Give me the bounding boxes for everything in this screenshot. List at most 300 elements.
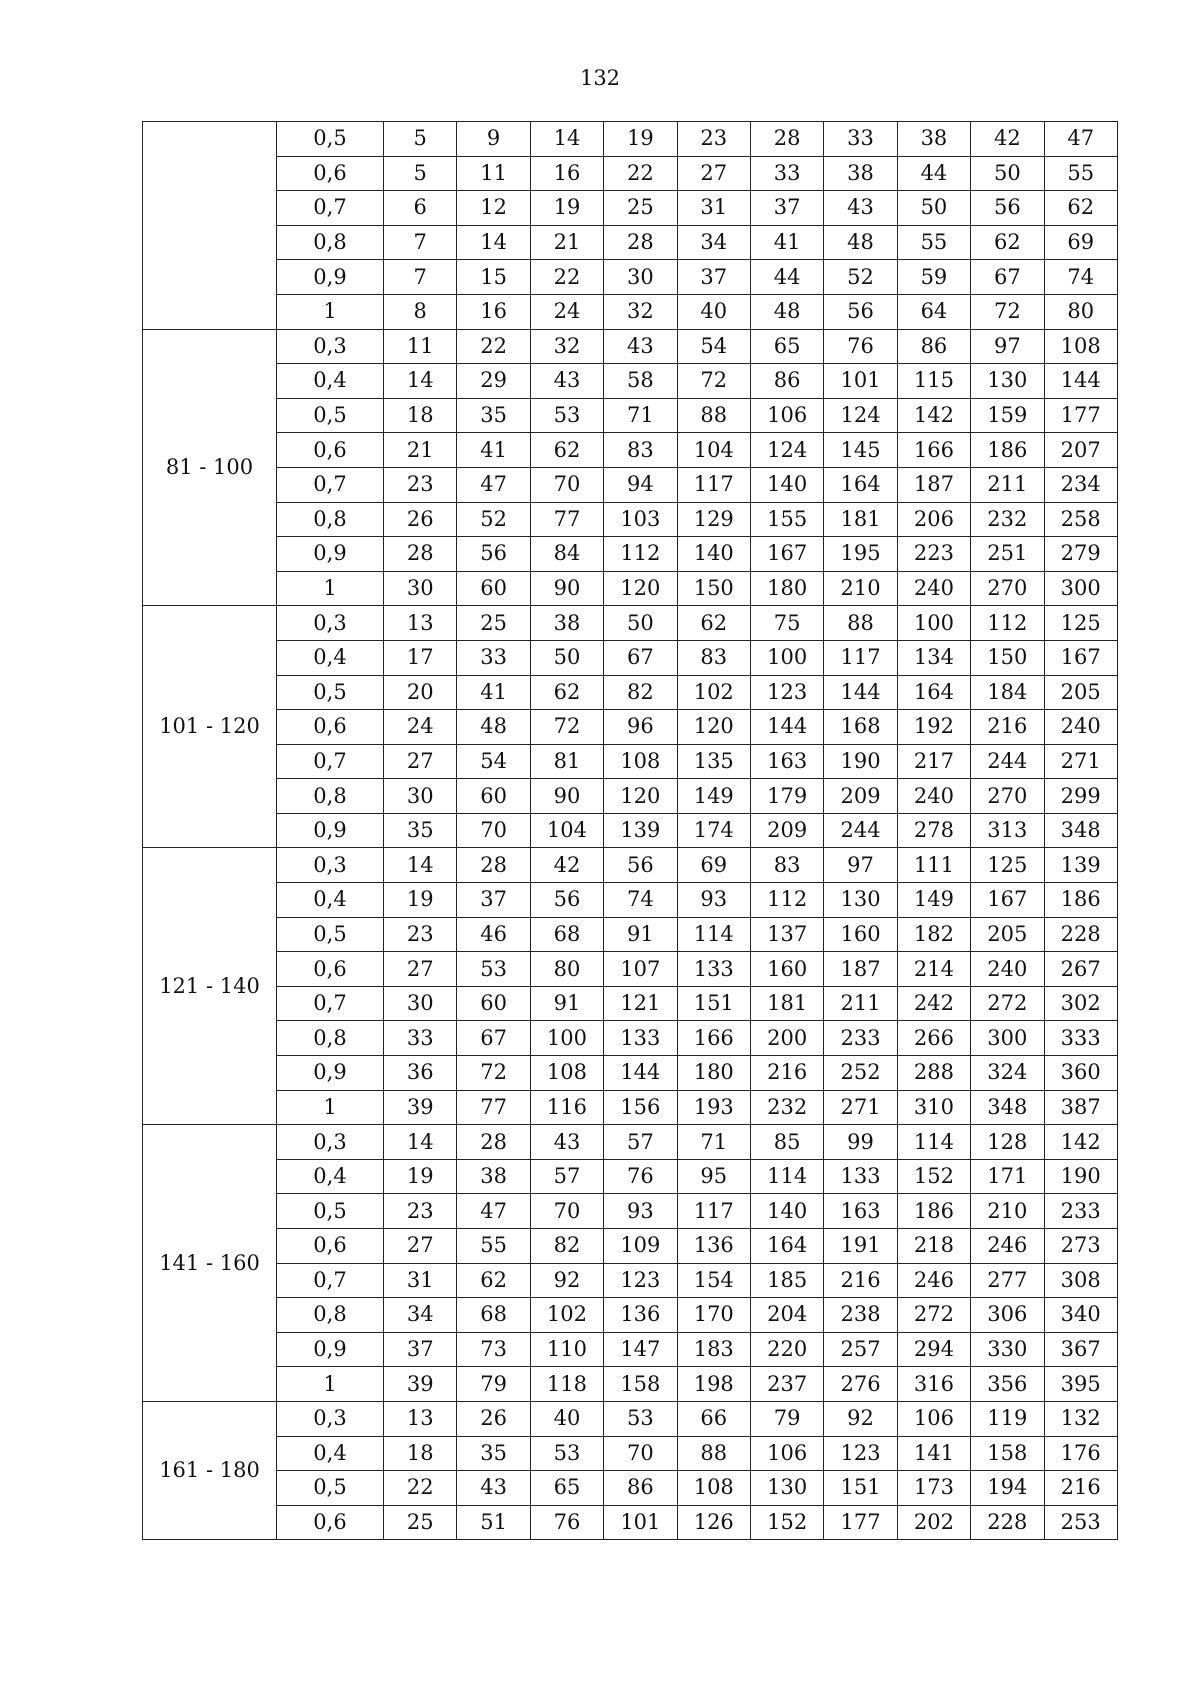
value-cell: 70	[604, 1436, 677, 1471]
value-cell: 135	[677, 744, 750, 779]
value-cell: 52	[824, 260, 897, 295]
value-cell: 140	[750, 1194, 823, 1229]
value-cell: 181	[750, 986, 823, 1021]
value-cell: 27	[384, 952, 457, 987]
value-cell: 31	[384, 1263, 457, 1298]
coefficient-cell: 0,5	[277, 1194, 384, 1229]
table-row	[143, 1332, 1118, 1367]
value-cell: 159	[971, 398, 1044, 433]
value-cell: 22	[384, 1471, 457, 1506]
group-range-cell	[143, 122, 277, 330]
value-cell: 56	[824, 294, 897, 329]
value-cell: 218	[897, 1229, 970, 1264]
value-cell: 39	[384, 1090, 457, 1125]
value-cell: 40	[677, 294, 750, 329]
value-cell: 167	[1044, 640, 1117, 675]
table-row	[143, 1367, 1118, 1402]
coefficient-cell: 0,5	[277, 1471, 384, 1506]
value-cell: 120	[604, 779, 677, 814]
value-cell: 62	[677, 606, 750, 641]
value-cell: 65	[530, 1471, 603, 1506]
value-cell: 77	[457, 1090, 530, 1125]
table-row	[143, 1263, 1118, 1298]
value-cell: 53	[530, 1436, 603, 1471]
value-cell: 129	[677, 502, 750, 537]
value-cell: 177	[824, 1505, 897, 1540]
value-cell: 29	[457, 364, 530, 399]
table-row	[143, 952, 1118, 987]
value-cell: 76	[530, 1505, 603, 1540]
value-cell: 26	[457, 1401, 530, 1436]
value-cell: 116	[530, 1090, 603, 1125]
value-cell: 100	[750, 640, 823, 675]
value-cell: 340	[1044, 1298, 1117, 1333]
value-cell: 223	[897, 537, 970, 572]
value-cell: 102	[677, 675, 750, 710]
value-cell: 216	[750, 1056, 823, 1091]
table-body	[143, 122, 1118, 1540]
value-cell: 67	[971, 260, 1044, 295]
value-cell: 216	[824, 1263, 897, 1298]
value-cell: 22	[530, 260, 603, 295]
coefficient-cell: 0,9	[277, 813, 384, 848]
value-cell: 80	[1044, 294, 1117, 329]
value-cell: 211	[824, 986, 897, 1021]
value-cell: 244	[971, 744, 1044, 779]
coefficient-cell: 0,9	[277, 537, 384, 572]
value-cell: 5	[384, 156, 457, 191]
table-row	[143, 1298, 1118, 1333]
table-row	[143, 260, 1118, 295]
value-cell: 83	[677, 640, 750, 675]
coefficient-cell: 0,3	[277, 1401, 384, 1436]
value-cell: 26	[384, 502, 457, 537]
value-cell: 9	[457, 122, 530, 157]
value-cell: 28	[384, 537, 457, 572]
value-cell: 360	[1044, 1056, 1117, 1091]
coefficient-cell: 0,6	[277, 433, 384, 468]
coefficient-cell: 0,5	[277, 398, 384, 433]
value-cell: 23	[384, 1194, 457, 1229]
value-cell: 106	[750, 1436, 823, 1471]
value-cell: 348	[971, 1090, 1044, 1125]
value-cell: 50	[604, 606, 677, 641]
value-cell: 50	[897, 191, 970, 226]
value-cell: 207	[1044, 433, 1117, 468]
value-cell: 58	[604, 364, 677, 399]
value-cell: 82	[530, 1229, 603, 1264]
table-row	[143, 883, 1118, 918]
value-cell: 25	[457, 606, 530, 641]
value-cell: 88	[677, 1436, 750, 1471]
table-row	[143, 537, 1118, 572]
value-cell: 72	[971, 294, 1044, 329]
value-cell: 62	[457, 1263, 530, 1298]
value-cell: 11	[457, 156, 530, 191]
value-cell: 125	[971, 848, 1044, 883]
value-cell: 33	[824, 122, 897, 157]
value-cell: 173	[897, 1471, 970, 1506]
value-cell: 82	[604, 675, 677, 710]
value-cell: 107	[604, 952, 677, 987]
value-cell: 166	[677, 1021, 750, 1056]
value-cell: 302	[1044, 986, 1117, 1021]
value-cell: 104	[530, 813, 603, 848]
table-row	[143, 294, 1118, 329]
value-cell: 150	[971, 640, 1044, 675]
value-cell: 271	[1044, 744, 1117, 779]
value-cell: 158	[604, 1367, 677, 1402]
coefficient-cell: 0,7	[277, 191, 384, 226]
value-cell: 270	[971, 779, 1044, 814]
value-cell: 90	[530, 571, 603, 606]
value-cell: 237	[750, 1367, 823, 1402]
value-cell: 160	[824, 917, 897, 952]
value-cell: 123	[824, 1436, 897, 1471]
value-cell: 14	[384, 848, 457, 883]
coefficient-cell: 1	[277, 1367, 384, 1402]
value-cell: 51	[457, 1505, 530, 1540]
value-cell: 167	[971, 883, 1044, 918]
value-cell: 210	[824, 571, 897, 606]
value-cell: 23	[677, 122, 750, 157]
value-cell: 134	[897, 640, 970, 675]
table-row	[143, 1125, 1118, 1160]
group-range-cell: 121 - 140	[143, 848, 277, 1125]
value-cell: 246	[971, 1229, 1044, 1264]
value-cell: 27	[677, 156, 750, 191]
table-row	[143, 710, 1118, 745]
value-cell: 149	[677, 779, 750, 814]
value-cell: 330	[971, 1332, 1044, 1367]
coefficient-cell: 0,3	[277, 606, 384, 641]
value-cell: 144	[1044, 364, 1117, 399]
table-row	[143, 1021, 1118, 1056]
value-cell: 96	[604, 710, 677, 745]
value-cell: 111	[897, 848, 970, 883]
value-cell: 33	[750, 156, 823, 191]
value-cell: 114	[897, 1125, 970, 1160]
value-cell: 271	[824, 1090, 897, 1125]
coefficient-cell: 0,9	[277, 1332, 384, 1367]
value-cell: 21	[530, 225, 603, 260]
value-cell: 124	[824, 398, 897, 433]
value-cell: 184	[971, 675, 1044, 710]
value-cell: 41	[457, 433, 530, 468]
value-cell: 313	[971, 813, 1044, 848]
value-cell: 144	[824, 675, 897, 710]
table-row	[143, 433, 1118, 468]
coefficient-cell: 0,3	[277, 329, 384, 364]
value-cell: 288	[897, 1056, 970, 1091]
value-cell: 128	[971, 1125, 1044, 1160]
value-cell: 47	[457, 467, 530, 502]
value-cell: 155	[750, 502, 823, 537]
value-cell: 132	[1044, 1401, 1117, 1436]
value-cell: 180	[750, 571, 823, 606]
value-cell: 251	[971, 537, 1044, 572]
value-cell: 316	[897, 1367, 970, 1402]
table-row	[143, 986, 1118, 1021]
value-cell: 60	[457, 571, 530, 606]
value-cell: 41	[457, 675, 530, 710]
value-cell: 16	[530, 156, 603, 191]
value-cell: 80	[530, 952, 603, 987]
value-cell: 6	[384, 191, 457, 226]
value-cell: 76	[604, 1159, 677, 1194]
table-row	[143, 848, 1118, 883]
value-cell: 209	[824, 779, 897, 814]
value-cell: 180	[677, 1056, 750, 1091]
value-cell: 60	[457, 986, 530, 1021]
value-cell: 65	[750, 329, 823, 364]
value-cell: 69	[677, 848, 750, 883]
value-cell: 19	[604, 122, 677, 157]
value-cell: 48	[457, 710, 530, 745]
value-cell: 18	[384, 1436, 457, 1471]
table-row	[143, 1159, 1118, 1194]
value-cell: 202	[897, 1505, 970, 1540]
value-cell: 37	[750, 191, 823, 226]
value-cell: 119	[971, 1401, 1044, 1436]
coefficient-cell: 0,9	[277, 260, 384, 295]
value-cell: 348	[1044, 813, 1117, 848]
value-cell: 121	[604, 986, 677, 1021]
value-cell: 22	[604, 156, 677, 191]
value-cell: 130	[750, 1471, 823, 1506]
value-cell: 19	[384, 1159, 457, 1194]
value-cell: 56	[530, 883, 603, 918]
value-cell: 40	[530, 1401, 603, 1436]
value-cell: 36	[384, 1056, 457, 1091]
coefficient-cell: 0,9	[277, 1056, 384, 1091]
value-cell: 56	[457, 537, 530, 572]
table-row	[143, 917, 1118, 952]
value-cell: 14	[530, 122, 603, 157]
value-cell: 120	[677, 710, 750, 745]
value-cell: 27	[384, 744, 457, 779]
value-cell: 55	[897, 225, 970, 260]
value-cell: 8	[384, 294, 457, 329]
table-row	[143, 744, 1118, 779]
value-cell: 42	[971, 122, 1044, 157]
value-cell: 144	[604, 1056, 677, 1091]
value-cell: 18	[384, 398, 457, 433]
value-cell: 74	[604, 883, 677, 918]
coefficient-cell: 1	[277, 571, 384, 606]
value-cell: 100	[897, 606, 970, 641]
value-cell: 15	[457, 260, 530, 295]
value-cell: 190	[1044, 1159, 1117, 1194]
value-cell: 57	[604, 1125, 677, 1160]
value-cell: 86	[750, 364, 823, 399]
value-cell: 193	[677, 1090, 750, 1125]
table-row	[143, 640, 1118, 675]
value-cell: 109	[604, 1229, 677, 1264]
value-cell: 120	[604, 571, 677, 606]
value-cell: 83	[604, 433, 677, 468]
coefficient-cell: 0,7	[277, 986, 384, 1021]
value-cell: 310	[897, 1090, 970, 1125]
value-cell: 126	[677, 1505, 750, 1540]
table-row	[143, 571, 1118, 606]
value-cell: 81	[530, 744, 603, 779]
value-cell: 356	[971, 1367, 1044, 1402]
value-cell: 133	[677, 952, 750, 987]
value-cell: 278	[897, 813, 970, 848]
value-cell: 240	[971, 952, 1044, 987]
value-cell: 43	[530, 364, 603, 399]
value-cell: 258	[1044, 502, 1117, 537]
value-cell: 25	[384, 1505, 457, 1540]
value-cell: 171	[971, 1159, 1044, 1194]
value-cell: 206	[897, 502, 970, 537]
value-cell: 97	[824, 848, 897, 883]
value-cell: 47	[1044, 122, 1117, 157]
value-cell: 147	[604, 1332, 677, 1367]
value-cell: 158	[971, 1436, 1044, 1471]
value-cell: 186	[971, 433, 1044, 468]
value-cell: 99	[824, 1125, 897, 1160]
value-cell: 211	[971, 467, 1044, 502]
value-cell: 68	[457, 1298, 530, 1333]
value-cell: 130	[971, 364, 1044, 399]
value-cell: 233	[824, 1021, 897, 1056]
value-cell: 228	[971, 1505, 1044, 1540]
page-number: 132	[579, 66, 621, 90]
value-cell: 34	[677, 225, 750, 260]
value-cell: 112	[971, 606, 1044, 641]
value-cell: 110	[530, 1332, 603, 1367]
value-cell: 13	[384, 1401, 457, 1436]
coefficient-cell: 0,6	[277, 156, 384, 191]
value-cell: 69	[1044, 225, 1117, 260]
table-row	[143, 1090, 1118, 1125]
value-cell: 77	[530, 502, 603, 537]
value-cell: 117	[824, 640, 897, 675]
value-cell: 140	[750, 467, 823, 502]
coefficient-cell: 0,8	[277, 225, 384, 260]
value-cell: 294	[897, 1332, 970, 1367]
value-cell: 117	[677, 467, 750, 502]
value-cell: 101	[824, 364, 897, 399]
value-cell: 56	[971, 191, 1044, 226]
table-row	[143, 502, 1118, 537]
value-cell: 28	[457, 848, 530, 883]
value-cell: 19	[384, 883, 457, 918]
table-row	[143, 1401, 1118, 1436]
value-cell: 333	[1044, 1021, 1117, 1056]
value-cell: 106	[897, 1401, 970, 1436]
value-cell: 72	[530, 710, 603, 745]
value-cell: 95	[677, 1159, 750, 1194]
value-cell: 72	[677, 364, 750, 399]
value-cell: 103	[604, 502, 677, 537]
value-cell: 240	[1044, 710, 1117, 745]
value-cell: 174	[677, 813, 750, 848]
coefficient-cell: 0,8	[277, 779, 384, 814]
value-cell: 187	[824, 952, 897, 987]
value-cell: 38	[897, 122, 970, 157]
value-cell: 28	[750, 122, 823, 157]
value-cell: 23	[384, 917, 457, 952]
coefficient-cell: 0,7	[277, 467, 384, 502]
value-cell: 24	[530, 294, 603, 329]
coefficient-cell: 0,6	[277, 1229, 384, 1264]
value-cell: 137	[750, 917, 823, 952]
value-cell: 216	[971, 710, 1044, 745]
value-cell: 168	[824, 710, 897, 745]
value-cell: 108	[530, 1056, 603, 1091]
table-row	[143, 779, 1118, 814]
table-row	[143, 191, 1118, 226]
value-cell: 30	[384, 571, 457, 606]
value-cell: 387	[1044, 1090, 1117, 1125]
value-cell: 115	[897, 364, 970, 399]
data-table	[142, 121, 1118, 1540]
value-cell: 92	[824, 1401, 897, 1436]
value-cell: 185	[750, 1263, 823, 1298]
table-row	[143, 1471, 1118, 1506]
value-cell: 190	[824, 744, 897, 779]
value-cell: 240	[897, 571, 970, 606]
value-cell: 186	[897, 1194, 970, 1229]
value-cell: 306	[971, 1298, 1044, 1333]
coefficient-cell: 0,3	[277, 1125, 384, 1160]
value-cell: 67	[457, 1021, 530, 1056]
value-cell: 86	[897, 329, 970, 364]
value-cell: 200	[750, 1021, 823, 1056]
value-cell: 179	[750, 779, 823, 814]
value-cell: 54	[457, 744, 530, 779]
value-cell: 90	[530, 779, 603, 814]
value-cell: 112	[750, 883, 823, 918]
coefficient-cell: 0,6	[277, 952, 384, 987]
value-cell: 53	[530, 398, 603, 433]
value-cell: 160	[750, 952, 823, 987]
value-cell: 33	[384, 1021, 457, 1056]
value-cell: 163	[750, 744, 823, 779]
value-cell: 101	[604, 1505, 677, 1540]
value-cell: 252	[824, 1056, 897, 1091]
value-cell: 38	[457, 1159, 530, 1194]
value-cell: 14	[384, 364, 457, 399]
value-cell: 7	[384, 225, 457, 260]
value-cell: 130	[824, 883, 897, 918]
value-cell: 217	[897, 744, 970, 779]
value-cell: 182	[897, 917, 970, 952]
value-cell: 214	[897, 952, 970, 987]
value-cell: 38	[824, 156, 897, 191]
table-row	[143, 225, 1118, 260]
value-cell: 42	[530, 848, 603, 883]
value-cell: 270	[971, 571, 1044, 606]
value-cell: 234	[1044, 467, 1117, 502]
value-cell: 266	[897, 1021, 970, 1056]
value-cell: 192	[897, 710, 970, 745]
value-cell: 216	[1044, 1471, 1117, 1506]
coefficient-cell: 0,4	[277, 364, 384, 399]
value-cell: 13	[384, 606, 457, 641]
value-cell: 48	[750, 294, 823, 329]
value-cell: 37	[677, 260, 750, 295]
value-cell: 108	[677, 1471, 750, 1506]
value-cell: 39	[384, 1367, 457, 1402]
value-cell: 151	[824, 1471, 897, 1506]
value-cell: 85	[750, 1125, 823, 1160]
value-cell: 277	[971, 1263, 1044, 1298]
coefficient-cell: 0,5	[277, 675, 384, 710]
